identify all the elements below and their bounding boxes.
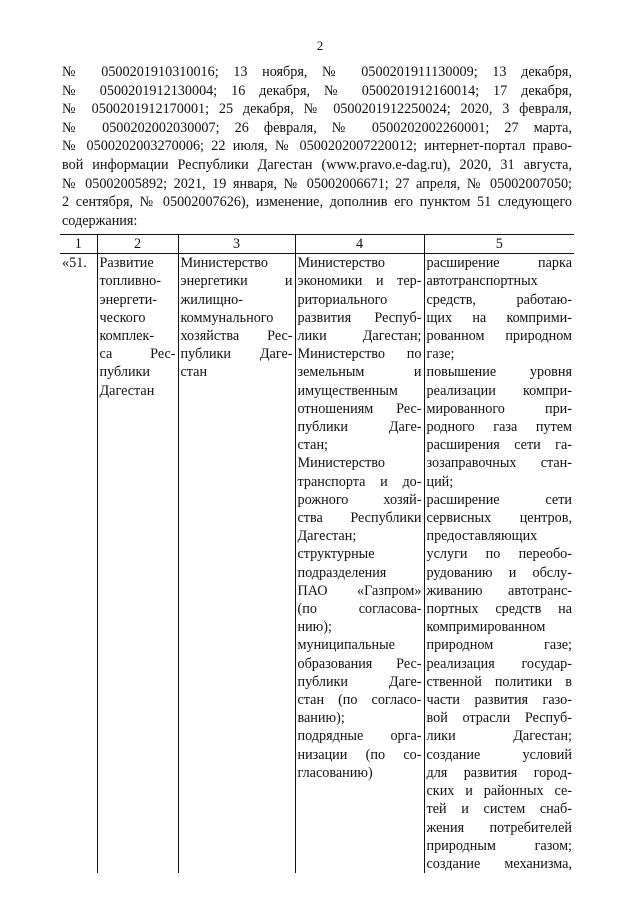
cell-line: транспорта и до- xyxy=(297,473,422,490)
cell-line: создание механизма, xyxy=(426,855,572,872)
cell-line: мированного при- xyxy=(426,400,572,417)
cell-line: ства Республики xyxy=(297,510,422,527)
cell-line: рованном природном xyxy=(426,328,572,345)
cell-line: стан xyxy=(180,364,208,381)
cell-line: Министерство xyxy=(297,255,385,272)
cell-line: реализации компри- xyxy=(426,382,572,399)
table-row xyxy=(60,254,574,873)
cell-direction xyxy=(97,254,178,873)
measures-table xyxy=(60,234,574,873)
cell-line: щих на комприми- xyxy=(426,309,572,326)
cell-line: жилищно- xyxy=(180,291,243,308)
cell-line: средств, работаю- xyxy=(426,291,572,308)
cell-line: газе; xyxy=(426,346,455,363)
cell-line: ских и районных се- xyxy=(426,783,572,800)
cell-line: ческого xyxy=(99,309,146,326)
intro-line: вой информации Республики Дагестан (www.pravo.e-dag.ru), 2020, 31 августа, xyxy=(62,156,572,173)
cell-line: гласованию) xyxy=(297,764,373,781)
cell-line: муниципальные xyxy=(297,637,395,654)
cell-coexecutors xyxy=(295,254,424,873)
cell-line: са Рес- xyxy=(99,346,176,363)
cell-line: рудованию и обслу- xyxy=(426,564,572,581)
page-number: 2 xyxy=(316,38,324,53)
cell-line: сервисных центров, xyxy=(426,510,572,527)
cell-line: расширение сети xyxy=(426,491,572,508)
cell-line: образования Рес- xyxy=(297,655,422,672)
intro-line: содержания: xyxy=(62,212,138,229)
cell-line: лики Дагестан; xyxy=(426,728,572,745)
cell-line: развития Респуб- xyxy=(297,309,422,326)
intro-line: № 0500202002030007; 26 февраля, № 0500202002260001; 27 марта, xyxy=(62,119,572,136)
cell-line: (по согласова- xyxy=(297,601,422,618)
cell-line: компримированном xyxy=(426,619,546,636)
cell-line: комплек- xyxy=(99,328,155,345)
header-col-1: 1 xyxy=(60,235,97,254)
cell-line: Министерство xyxy=(180,255,268,272)
cell-line: экономики и тер- xyxy=(297,273,422,290)
intro-line: № 0500201912130004; 16 декабря, № 0500201912160014; 17 декабря, xyxy=(62,82,572,99)
cell-line: тей и систем снаб- xyxy=(426,801,572,818)
cell-line: природным газом; xyxy=(426,837,572,854)
header-col-2: 2 xyxy=(97,235,178,254)
cell-line: части развития газо- xyxy=(426,692,572,709)
table-header-row xyxy=(60,235,574,254)
cell-line: Дагестан; xyxy=(297,528,357,545)
cell-line: реализация государ- xyxy=(426,655,572,672)
cell-line: портных средств на xyxy=(426,601,572,618)
cell-line: публики Даге- xyxy=(180,346,293,363)
cell-line: Министерство по xyxy=(297,346,422,363)
cell-line: живанию автотранс- xyxy=(426,582,572,599)
cell-line: подрядные орга- xyxy=(297,728,422,745)
intro-line: № 05002005892; 2021, 19 января, № 05002006671; 27 апреля, № 05002007050; xyxy=(62,175,572,192)
cell-line: энергети- xyxy=(99,291,158,308)
cell-line: родного газа путем xyxy=(426,419,572,436)
header-col-5: 5 xyxy=(424,235,574,254)
cell-line: расширения сети га- xyxy=(426,437,572,454)
cell-line: ПАО «Газпром» xyxy=(297,582,422,599)
cell-line: отношениям Рес- xyxy=(297,400,422,417)
intro-paragraph xyxy=(62,63,572,230)
cell-line: «51. xyxy=(62,255,87,272)
cell-line: земельным и xyxy=(297,364,422,381)
cell-line: создание условий xyxy=(426,746,572,763)
intro-line: № 0500201910310016; 13 ноября, № 0500201911130009; 13 декабря, xyxy=(62,64,572,80)
cell-line: подразделения xyxy=(297,564,387,581)
cell-line: ственной политики в xyxy=(426,673,572,690)
cell-line: для развития город- xyxy=(426,764,572,781)
cell-line: коммунального xyxy=(180,309,274,326)
cell-line: хозяйства Рес- xyxy=(180,328,293,345)
cell-line: вой отрасли Респуб- xyxy=(426,710,572,727)
cell-line: природном газе; xyxy=(426,637,572,654)
cell-line: нию); xyxy=(297,619,332,636)
cell-line: ванию); xyxy=(297,710,345,727)
cell-line: автотранспортных xyxy=(426,273,538,290)
cell-line: Дагестан xyxy=(99,382,155,399)
cell-line: риториального xyxy=(297,291,388,308)
cell-line: структурные xyxy=(297,546,375,563)
cell-line: лики Дагестан; xyxy=(297,328,422,345)
cell-measures xyxy=(424,254,574,873)
cell-item-number xyxy=(60,254,97,873)
intro-line: 2 сентября, № 05002007626), изменение, дополнив его пунктом 51 следующего xyxy=(62,194,572,211)
header-col-3: 3 xyxy=(178,235,295,254)
cell-responsible xyxy=(178,254,295,873)
cell-line: публики Даге- xyxy=(297,673,422,690)
cell-line: услуги по переобо- xyxy=(426,546,572,563)
intro-line: № 0500202003270006; 22 июля, № 0500202007220012; интернет-портал право- xyxy=(62,138,572,155)
cell-line: имущественным xyxy=(297,382,398,399)
intro-line: № 0500201912170001; 25 декабря, № 0500201912250024; 2020, 3 февраля, xyxy=(62,101,572,118)
cell-line: расширение парка xyxy=(426,255,572,272)
cell-line: топливно- xyxy=(99,273,161,290)
cell-line: зозаправочных стан- xyxy=(426,455,572,472)
cell-line: стан (по согласо- xyxy=(297,692,422,709)
cell-line: предоставляющих xyxy=(426,528,538,545)
cell-line: жения потребителей xyxy=(426,819,572,836)
cell-line: энергетики и xyxy=(180,273,293,290)
cell-line: публики xyxy=(99,364,151,381)
cell-line: Развитие xyxy=(99,255,154,272)
header-col-4: 4 xyxy=(295,235,424,254)
cell-line: повышение уровня xyxy=(426,364,572,381)
cell-line: низации (по со- xyxy=(297,746,422,763)
cell-line: публики Даге- xyxy=(297,419,422,436)
cell-line: стан; xyxy=(297,437,329,454)
cell-line: рожного хозяй- xyxy=(297,491,422,508)
cell-line: ций; xyxy=(426,473,454,490)
cell-line: Министерство xyxy=(297,455,385,472)
